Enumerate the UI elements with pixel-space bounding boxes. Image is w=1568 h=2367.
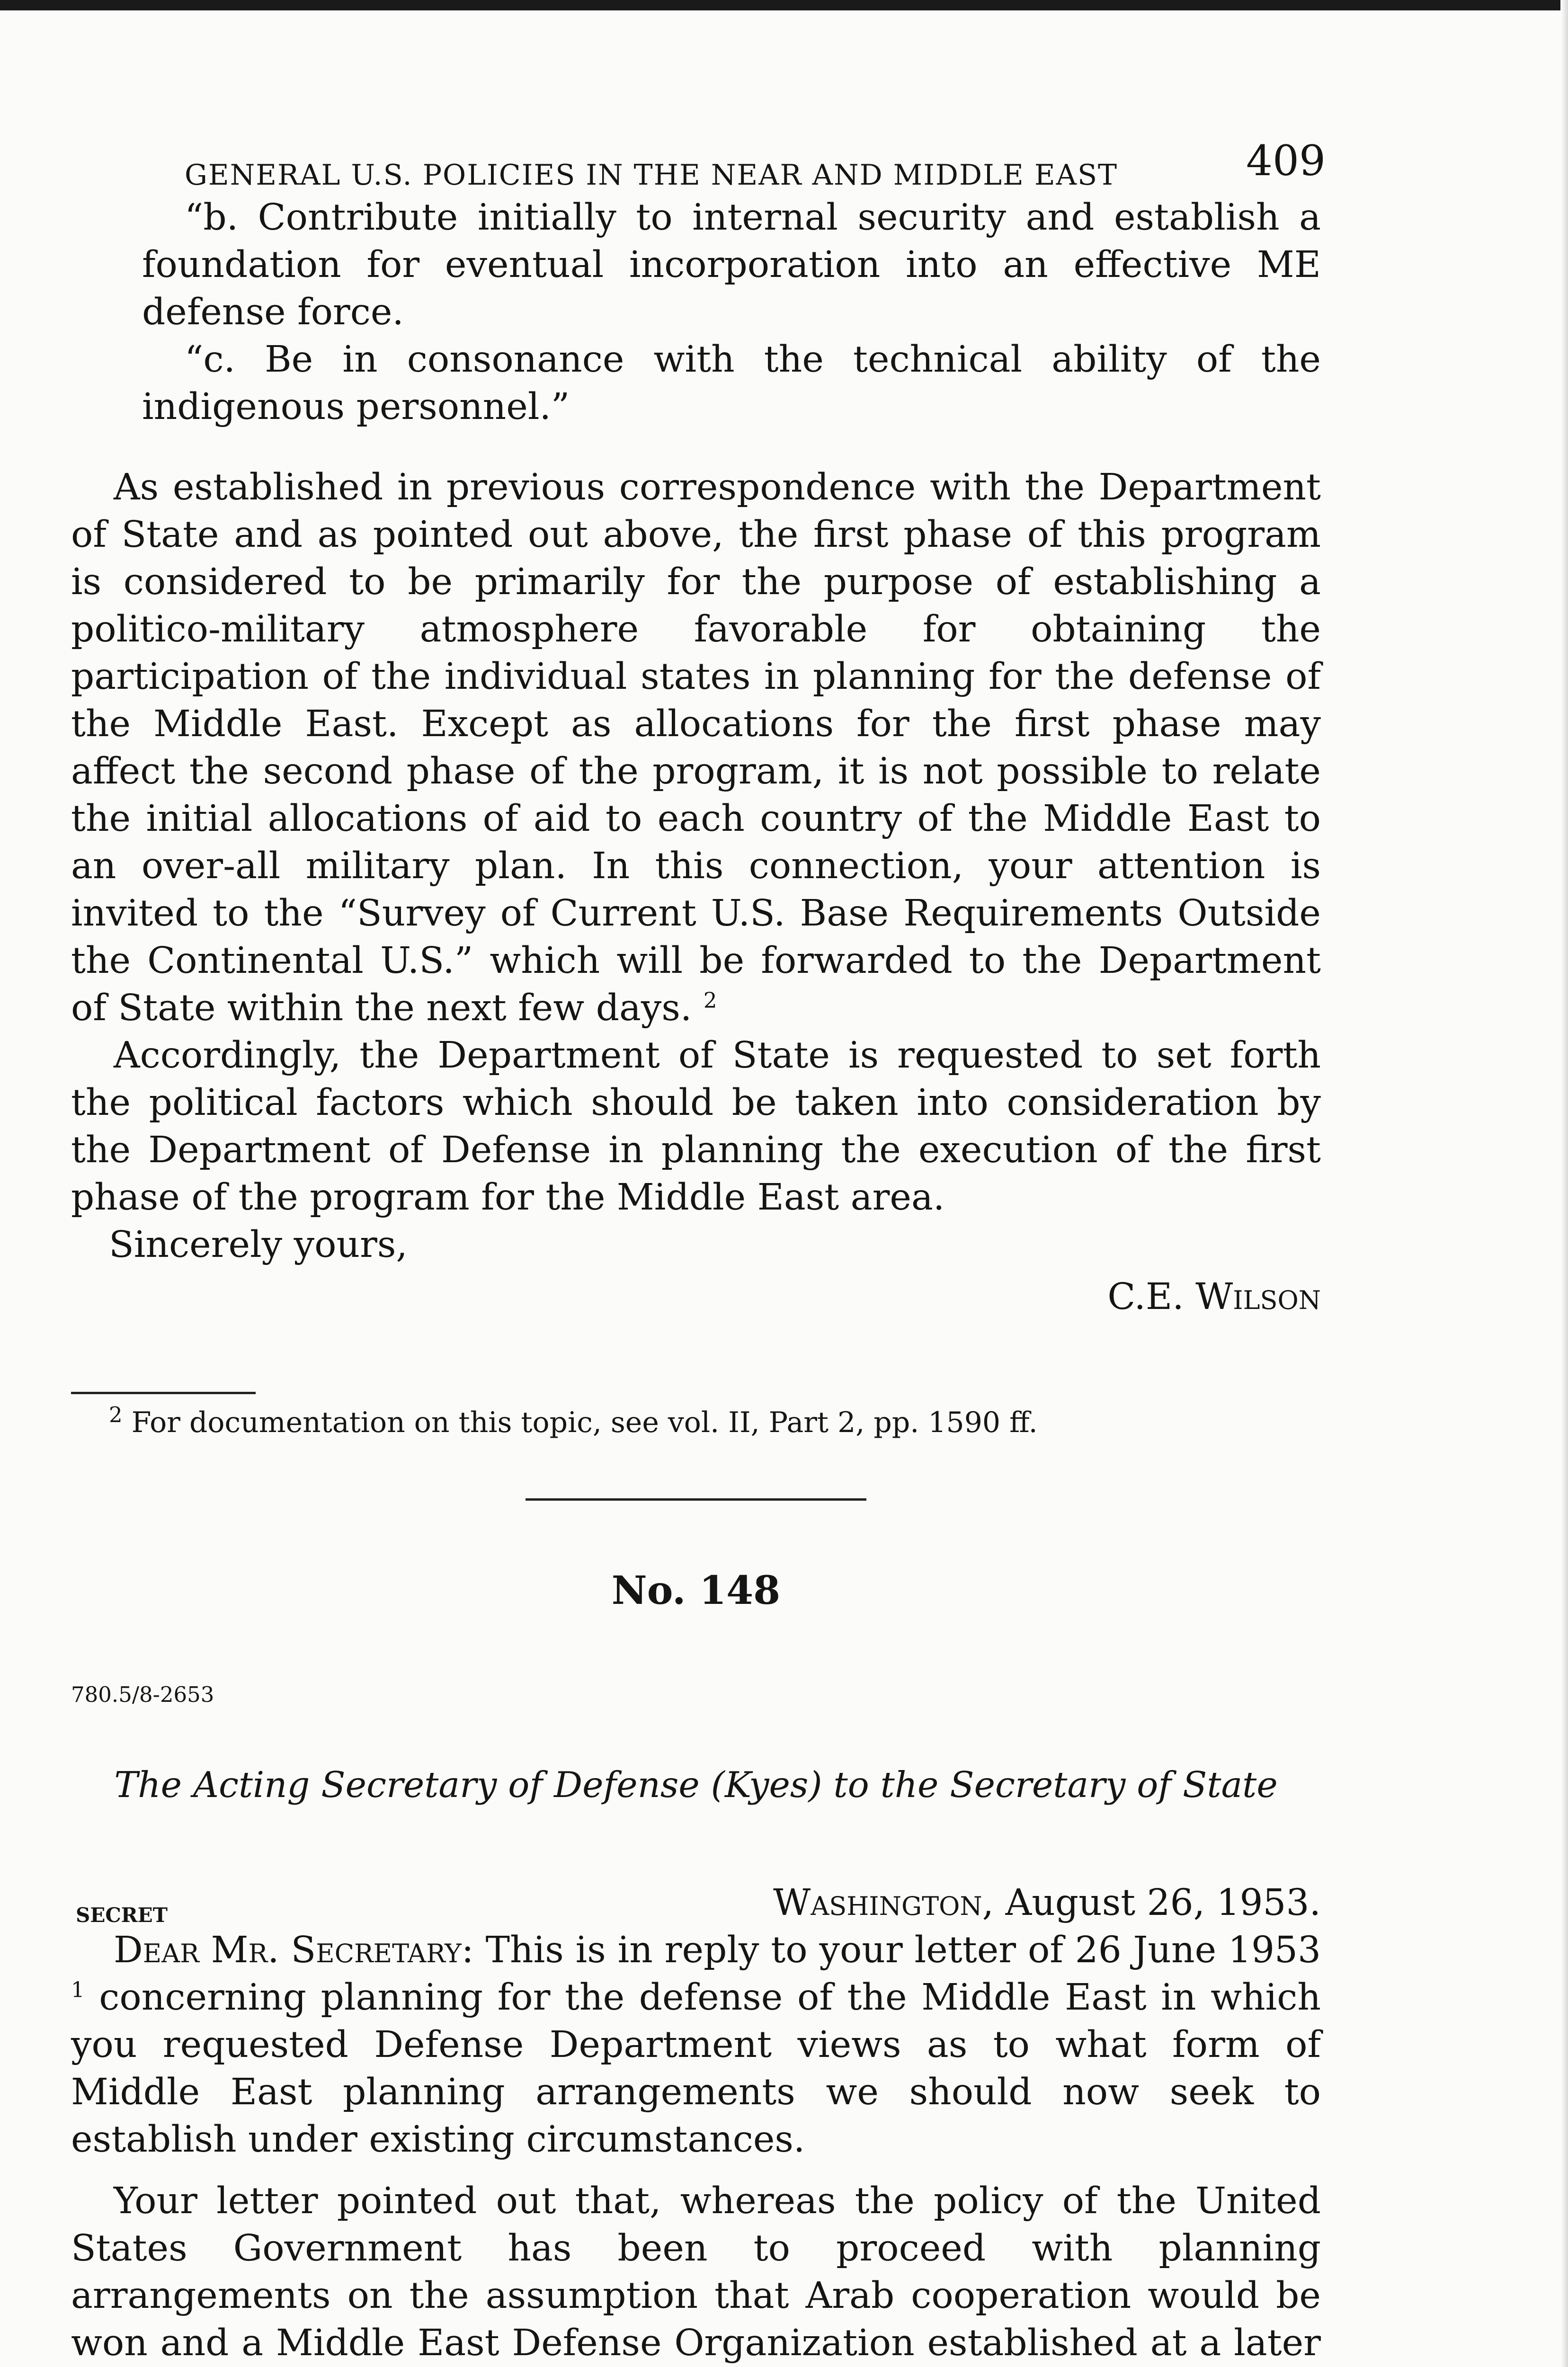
dateline xyxy=(71,1879,1321,1927)
body-paragraph-1 xyxy=(71,464,1321,1032)
spacer xyxy=(71,431,1321,464)
signature: C.E. Wilson xyxy=(1107,1276,1321,1318)
page-number: 409 xyxy=(1246,136,1326,185)
footnote-ref-2: 2 xyxy=(703,988,717,1013)
salutation: Dear Mr. Secretary: xyxy=(114,1929,474,1971)
section-divider xyxy=(526,1498,866,1501)
letter-paragraph-1-b: concerning planning for the defense of the Middle East in which you requested Defense Department views as to what form of Middle East planning arrangements we should now seek to establish under existing circumstances. xyxy=(71,1976,1321,2161)
footnote-mark-2: 2 xyxy=(109,1402,123,1427)
file-number: 780.5/8-2653 xyxy=(71,1682,214,1707)
document-title: The Acting Secretary of Defense (Kyes) to the Secretary of State xyxy=(114,1764,1278,1806)
footnote-ref-1: 1 xyxy=(71,1977,85,2002)
running-title: GENERAL U.S. POLICIES IN THE NEAR AND MIDDLE EAST xyxy=(185,159,1118,192)
scan-top-border xyxy=(0,0,1568,10)
letter-paragraph-2: Your letter pointed out that, whereas the policy of the United States Government has been to proceed with planning arrangements on the assumption that Arab cooperation would be won and a Middle East Defense Organization established at a later xyxy=(71,2180,1321,2364)
body-paragraph-1-text: As established in previous correspondence with the Department of State and as pointed out above, the first phase of this program is considered to be primarily for the purpose of establishing a politico-military atmosphere favorable for obtaining the participation of the individual states in planning for the defense of the Middle East. Except as allocations for the first phase may affect the second phase of the program, it is not possible to relate the initial allocations of aid to each country of the Middle East to an over-all military plan. In this connection, your attention is invited to the “Survey of Current U.S. Base Requirements Outside the Continental U.S.” which will be forwarded to the Department of State within the next few days. xyxy=(71,466,1321,1029)
place: Washington xyxy=(773,1882,982,1924)
date: , August 26, 1953. xyxy=(982,1882,1321,1924)
quoted-item-b: “b. Contribute initially to internal security and establish a foundation for eventual incorporation into an effective ME defense force. xyxy=(142,196,1321,333)
quoted-item-c: “c. Be in consonance with the technical ability of the indigenous personnel.” xyxy=(142,338,1321,428)
spacer xyxy=(71,2163,1321,2178)
classification-marking: secret xyxy=(76,1896,168,1929)
document-page xyxy=(71,133,1326,2367)
letter-paragraph-1 xyxy=(71,1927,1321,2163)
closing: Sincerely yours, xyxy=(109,1224,408,1266)
footnote-rule xyxy=(71,1392,256,1394)
document-number: No. 148 xyxy=(611,1568,781,1613)
place-date xyxy=(773,1879,1321,1927)
body-paragraph-2: Accordingly, the Department of State is requested to set forth the political factors which should be taken into consideration by the Department of Defense in planning the execution of the first phase of the program for the Middle East area. xyxy=(71,1034,1321,1219)
scan-right-edge xyxy=(1560,0,1568,2367)
page-header xyxy=(71,133,1326,194)
letter-paragraph-1-a: This is in reply to your letter of 26 June 1953 xyxy=(485,1929,1321,1971)
footnote-2-text: For documentation on this topic, see vol. II, Part 2, pp. 1590 ff. xyxy=(131,1406,1038,1439)
footnote-2 xyxy=(109,1404,1321,1442)
